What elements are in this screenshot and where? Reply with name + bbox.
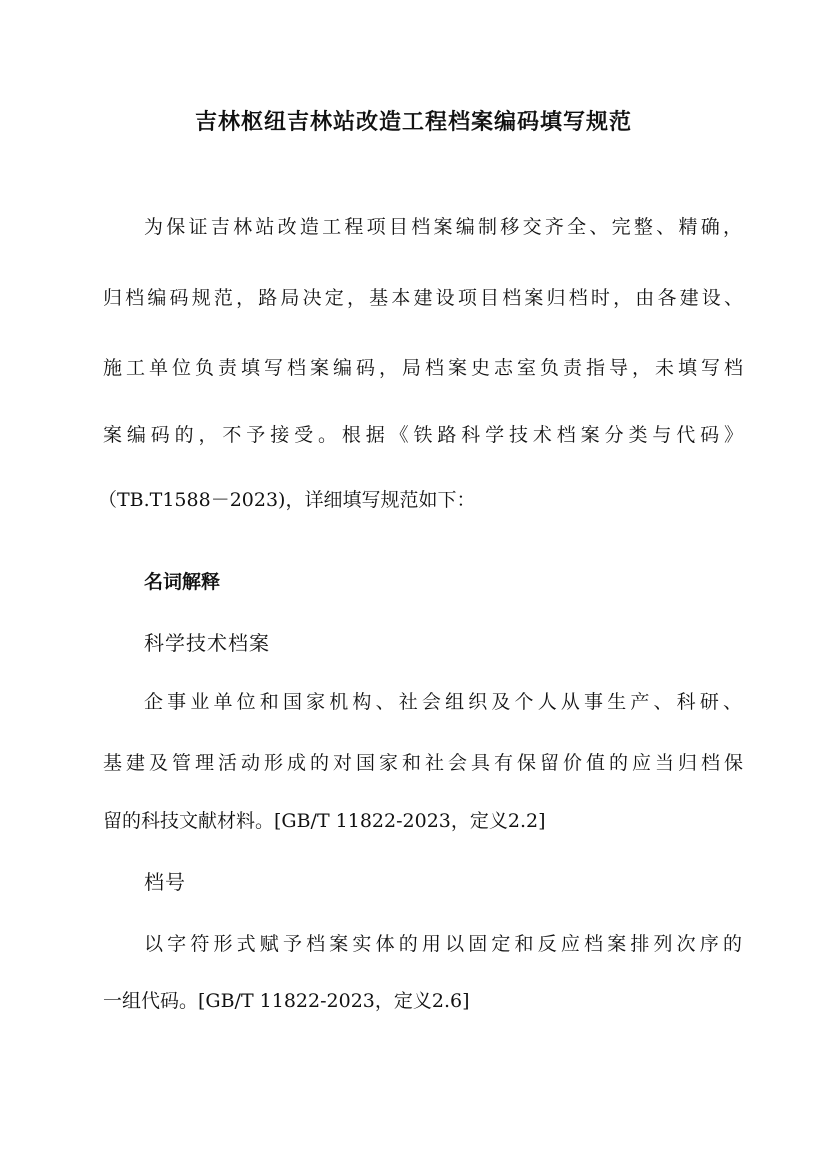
intro-line-2: 归档编码规范，路局决定，基本建设项目档案归档时，由各建设、: [103, 287, 743, 309]
term1-line-3: 留的科技文献材料。[GB/T 11822-2023，定义2.2]: [103, 810, 546, 832]
term2-line-1: 以字符形式赋予档案实体的用以固定和反应档案排列次序的: [144, 933, 742, 955]
term1-heading: 科学技术档案: [144, 631, 270, 655]
intro-line-1: 为保证吉林站改造工程项目档案编制移交齐全、完整、精确，: [144, 216, 742, 238]
term1-line-2: 基建及管理活动形成的对国家和社会具有保留价值的应当归档保: [103, 752, 743, 774]
term1-line-1: 企事业单位和国家机构、社会组织及个人从事生产、科研、: [144, 691, 742, 713]
term2-line-2: 一组代码。[GB/T 11822-2023，定义2.6]: [103, 990, 470, 1012]
term2-heading: 档号: [144, 870, 186, 894]
document-title: 吉林枢纽吉林站改造工程档案编码填写规范: [194, 110, 632, 135]
section-heading: 名词解释: [144, 571, 221, 593]
intro-line-5: （TB.T1588－2023)，详细填写规范如下：: [98, 489, 476, 511]
intro-line-3: 施工单位负责填写档案编码，局档案史志室负责指导，未填写档: [103, 357, 743, 379]
intro-line-4: 案编码的，不予接受。根据《铁路科学技术档案分类与代码》: [103, 424, 743, 446]
